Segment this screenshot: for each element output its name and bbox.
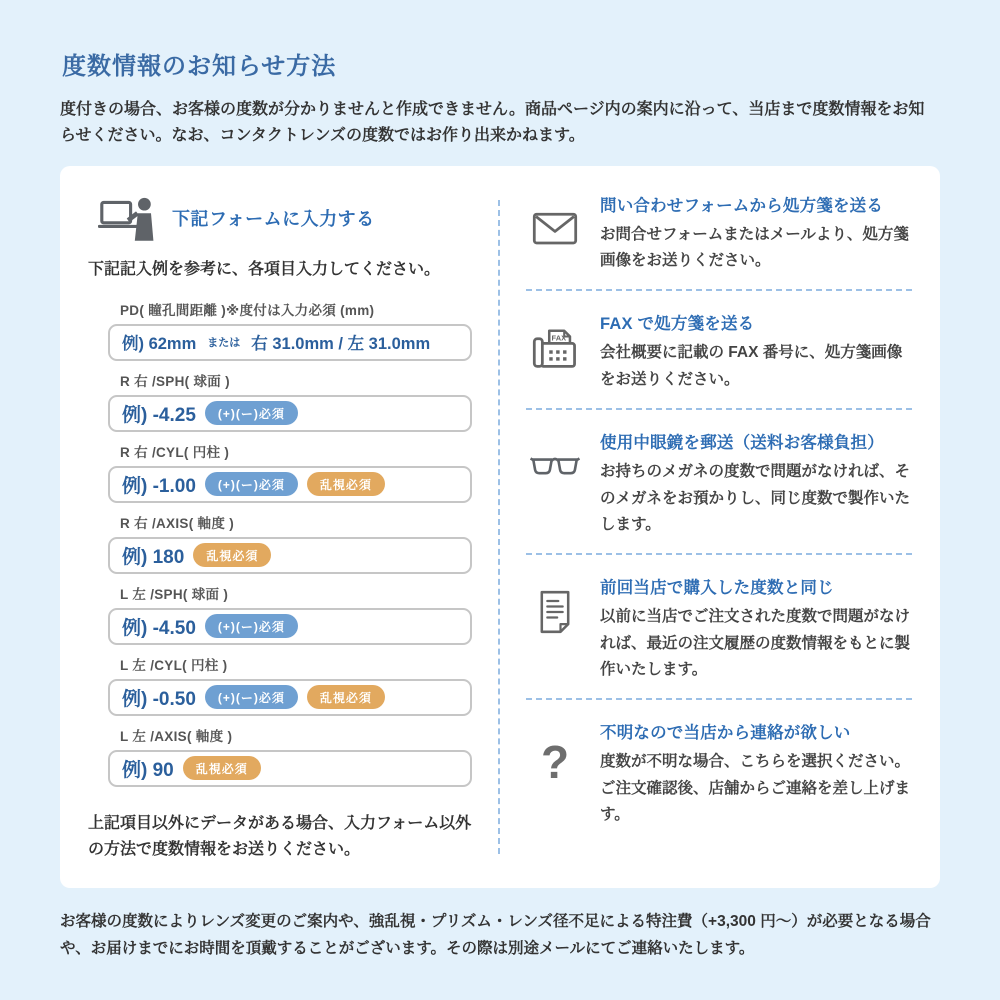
field-label: L 左 /CYL( 円柱 ) xyxy=(120,657,228,673)
method-body: お問合せフォームまたはメールより、処方箋画像をお送りください。 xyxy=(600,225,909,270)
astigmatism-required-badge: 乱視必須 xyxy=(307,685,385,709)
sign-required-badge: (+)(ー)必須 xyxy=(205,472,298,496)
astigmatism-required-badge: 乱視必須 xyxy=(307,472,385,496)
method-text xyxy=(600,310,912,393)
field-label: L 左 /AXIS( 軸度 ) xyxy=(120,728,233,744)
method-contact-form xyxy=(526,192,912,275)
method-contact-me xyxy=(526,719,912,828)
method-text xyxy=(600,719,912,828)
intro-text: 度付きの場合、お客様の度数が分かりませんと作成できません。商品ページ内の案内に沿って、当店まで度数情報をお知らせください。なお、コンタクトレンズの度数ではお作り出来かねます。 xyxy=(60,101,925,145)
method-text xyxy=(600,574,912,683)
example-value: 例) -0.50 xyxy=(122,688,196,710)
form-header xyxy=(98,194,472,242)
method-mail-glasses xyxy=(526,429,912,538)
example-value: 例) 90 xyxy=(122,759,174,781)
field-l-axis xyxy=(108,725,472,787)
field-r-cyl xyxy=(108,441,472,503)
field-label: R 右 /CYL( 円柱 ) xyxy=(120,444,230,460)
example-value: 例) -1.00 xyxy=(122,475,196,497)
method-text xyxy=(600,429,912,538)
field-r-axis xyxy=(108,512,472,574)
glasses-icon xyxy=(526,429,584,538)
page-title: 度数情報のお知らせ方法 xyxy=(62,53,337,80)
form-section-title: 下記フォームに入力する xyxy=(172,208,375,229)
field-example-box xyxy=(108,395,472,432)
field-list xyxy=(108,299,472,787)
method-body: 会社概要に記載の FAX 番号に、処方箋画像をお送りください。 xyxy=(600,344,903,388)
sign-required-badge: (+)(ー)必須 xyxy=(205,685,298,709)
field-example-box xyxy=(108,537,472,574)
methods-column xyxy=(500,192,940,864)
dashed-divider xyxy=(526,698,912,700)
field-l-cyl xyxy=(108,654,472,716)
method-title: 問い合わせフォームから処方箋を送る xyxy=(600,196,884,215)
method-body: お持ちのメガネの度数で問題がなければ、そのメガネをお預かりし、同じ度数で製作いたします。 xyxy=(600,463,911,533)
form-subtitle: 下記記入例を参考に、各項目入力してください。 xyxy=(88,260,441,278)
method-title: FAX で処方箋を送る xyxy=(600,315,755,334)
field-l-sph xyxy=(108,583,472,645)
example-value-2: 右 31.0mm / 左 31.0mm xyxy=(251,335,431,354)
field-example-box xyxy=(108,750,472,787)
field-example-box xyxy=(108,324,472,361)
method-title: 使用中眼鏡を郵送（送料お客様負担） xyxy=(600,434,884,453)
sign-required-badge: (+)(ー)必須 xyxy=(205,614,298,638)
dashed-divider xyxy=(526,289,912,291)
method-body: 度数が不明な場合、こちらを選択ください。ご注文確認後、店舗からご連絡を差し上げます。 xyxy=(600,753,911,823)
field-r-sph xyxy=(108,370,472,432)
field-example-box xyxy=(108,679,472,716)
form-note: 上記項目以外にデータがある場合、入力フォーム以外の方法で度数情報をお送りください。 xyxy=(88,814,472,859)
dashed-divider xyxy=(526,408,912,410)
dashed-divider xyxy=(526,553,912,555)
field-example-box xyxy=(108,466,472,503)
method-fax xyxy=(526,310,912,393)
field-label: R 右 /AXIS( 軸度 ) xyxy=(120,515,235,531)
field-example-box xyxy=(108,608,472,645)
field-label: L 左 /SPH( 球面 ) xyxy=(120,586,229,602)
field-pd xyxy=(108,299,472,361)
info-panel xyxy=(60,166,940,888)
method-text xyxy=(600,192,912,275)
example-value: 例) -4.25 xyxy=(122,404,196,426)
field-label: R 右 /SPH( 球面 ) xyxy=(120,373,230,389)
field-label: PD( 瞳孔間距離 )※度付は入力必須 (mm) xyxy=(120,302,375,318)
joiner-text: または xyxy=(207,337,241,350)
envelope-icon xyxy=(526,192,584,275)
method-previous-order xyxy=(526,574,912,683)
fax-icon xyxy=(526,310,584,393)
form-column xyxy=(60,192,498,864)
example-value: 例) -4.50 xyxy=(122,617,196,639)
method-title: 不明なので当店から連絡が欲しい xyxy=(600,724,851,743)
method-title: 前回当店で購入した度数と同じ xyxy=(600,579,834,598)
document-icon xyxy=(526,574,584,683)
footer-note: お客様の度数によりレンズ変更のご案内や、強乱視・プリズム・レンズ径不足による特注費（+3,300 円〜）が必要となる場合や、お届けまでにお時間を頂戴することがございます。その際は別途メールにてご連絡いたします。 xyxy=(60,912,931,958)
sign-required-badge: (+)(ー)必須 xyxy=(205,401,298,425)
astigmatism-required-badge: 乱視必須 xyxy=(183,756,261,780)
example-value: 例) 62mm xyxy=(122,335,197,354)
question-icon: ? xyxy=(540,736,570,789)
method-body: 以前に当店でご注文された度数で問題がなければ、最近の注文履歴の度数情報をもとに製作いたします。 xyxy=(600,608,911,678)
example-value: 例) 180 xyxy=(122,546,185,568)
svg-text:FAX: FAX xyxy=(551,333,567,343)
astigmatism-required-badge: 乱視必須 xyxy=(193,543,271,567)
presenter-icon xyxy=(98,194,156,242)
